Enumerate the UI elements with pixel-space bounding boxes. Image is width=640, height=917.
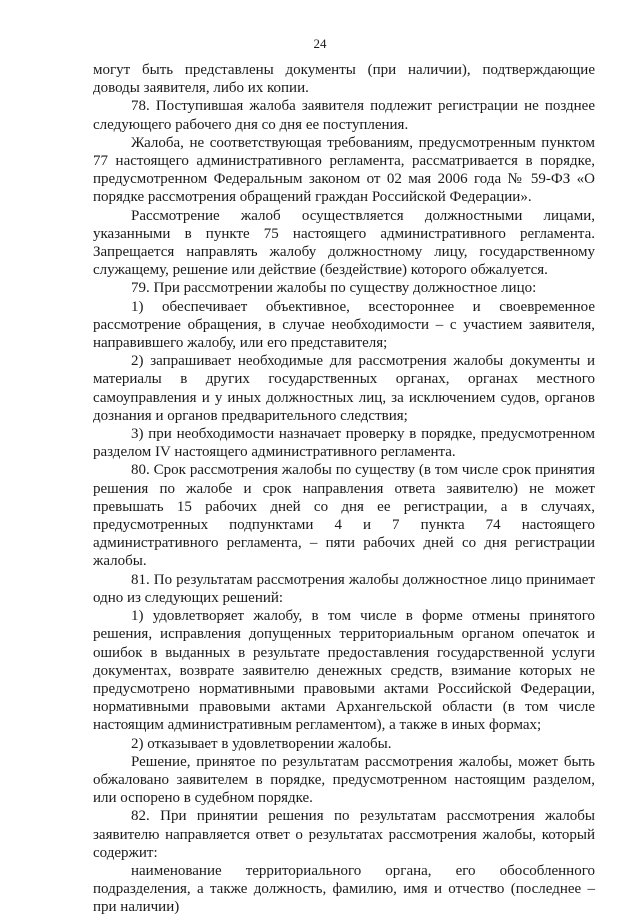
- paragraph: наименование территориального органа, его обособленного подразделения, а также должность, фамилию, имя и отчество (последнее – при наличии): [93, 862, 595, 916]
- paragraph: 78. Поступившая жалоба заявителя подлежит регистрации не позднее следующего рабочего дня со дня ее поступления.: [93, 98, 595, 133]
- paragraph: 79. При рассмотрении жалобы по существу должностное лицо:: [131, 280, 537, 297]
- paragraph: 82. При принятии решения по результатам рассмотрения жалобы заявителю направляется ответ о результатах рассмотрения жалобы, который содержит:: [93, 808, 595, 861]
- paragraph: Рассмотрение жалоб осуществляется должностными лицами, указанными в пункте 75 настоящего административного регламента. Запрещается направлять жалобу должностному лицу, государственному служащему, решение или действие (бездействие) которого обжалуется.: [93, 207, 595, 279]
- paragraph: 2) запрашивает необходимые для рассмотрения жалобы документы и материалы в других государственных органах, органах местного самоуправления и у иных должностных лиц, за исключением судов, органов дознания и органов предварительного следствия;: [93, 353, 595, 424]
- paragraph: Жалоба, не соответствующая требованиям, предусмотренным пунктом 77 настоящего административного регламента, рассматривается в порядке, предусмотренном Федеральным законом от 02 мая 2006 года № 59-ФЗ «О порядке рассмотрения обращений граждан Российской Федерации».: [93, 134, 595, 206]
- paragraph: Решение, принятое по результатам рассмотрения жалобы, может быть обжаловано заявителем в порядке, предусмотренном настоящим разделом, или оспорено в судебном порядке.: [93, 753, 595, 807]
- page-number: 24: [313, 36, 327, 51]
- paragraph: 1) обеспечивает объективное, всестороннее и своевременное рассмотрение обращения, в случае необходимости – с участием заявителя, направившего жалобу, или его представителя;: [93, 298, 595, 352]
- paragraph: 2) отказывает в удовлетворении жалобы.: [131, 735, 392, 752]
- paragraph: 81. По результатам рассмотрения жалобы должностное лицо принимает одно из следующих решений:: [93, 571, 595, 606]
- document-body: [93, 61, 595, 917]
- paragraph: 80. Срок рассмотрения жалобы по существу (в том числе срок принятия решения по жалобе и срок направления ответа заявителю) не может превышать 15 рабочих дней со дня ее регистрации, а в случаях, предусмотренных подпунктами 4 и 7 пункта 74 настоящего административного регламента, – пяти рабочих дней со дня регистрации жалобы.: [93, 462, 595, 570]
- paragraph: 3) при необходимости назначает проверку в порядке, предусмотренном разделом IV настоящего административного регламента.: [93, 426, 595, 461]
- paragraph: 1) удовлетворяет жалобу, в том числе в форме отмены принятого решения, исправления допущенных территориальным органом опечаток и ошибок в выданных в результате предоставления государственной услуги документах, возврате заявителю денежных средств, взимание которых не предусмотрено нормативными правовыми актами Российской Федерации, нормативными правовыми актами Архангельской области (в том числе настоящим административным регламентом), а также в иных формах;: [93, 608, 595, 734]
- paragraph: могут быть представлены документы (при наличии), подтверждающие доводы заявителя, либо их копии.: [93, 62, 595, 97]
